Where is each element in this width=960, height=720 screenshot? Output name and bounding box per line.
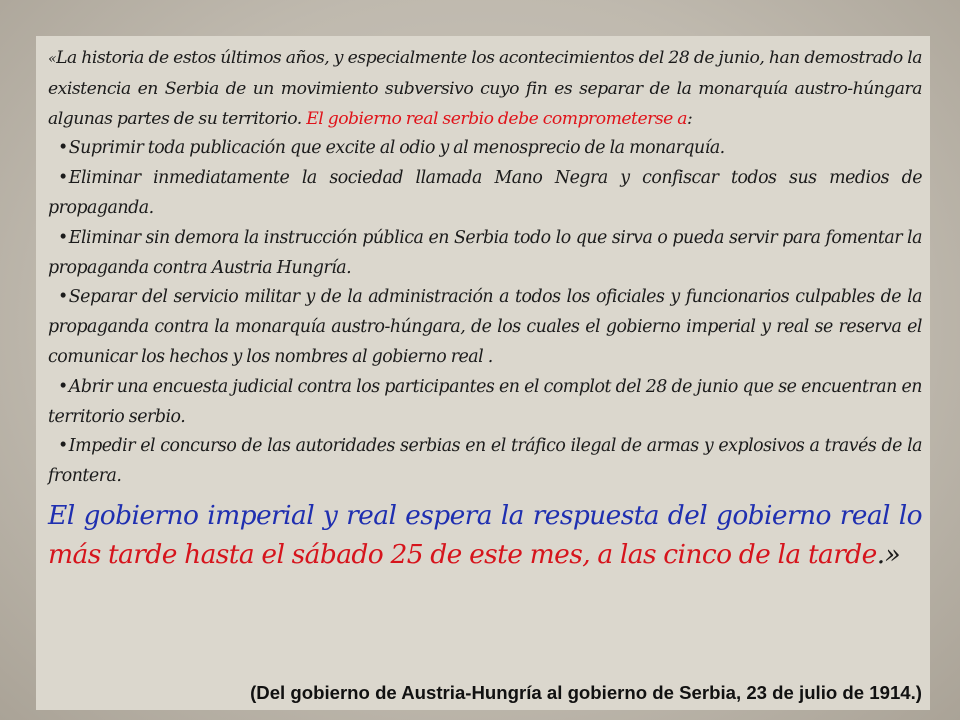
demand-item <box>48 134 922 164</box>
ultimatum-text <box>48 44 922 574</box>
bullet-icon: • <box>58 287 68 308</box>
demand-text: Impedir el concurso de las autoridades serbias en el tráfico ilegal de armas y explosivos a través de la frontera. <box>48 436 922 487</box>
bullet-icon: • <box>58 436 68 457</box>
demand-item <box>48 373 922 433</box>
demand-item <box>48 283 922 372</box>
intro-paragraph <box>48 44 922 134</box>
demand-text: Eliminar sin demora la instrucción pública en Serbia todo lo que sirva o pueda servir para fomentar la propaganda contra Austria Hungría. <box>48 227 922 278</box>
intro-red-text: El gobierno real serbio debe comprometerse a <box>306 108 688 129</box>
intro-colon: : <box>687 108 693 129</box>
bullet-icon: • <box>58 227 68 248</box>
bullet-icon: • <box>58 168 68 189</box>
demand-text: Abrir una encuesta judicial contra los participantes en el complot del 28 de junio que se encuentran en territorio serbio. <box>48 376 922 427</box>
demand-text: Separar del servicio militar y de la administración a todos los oficiales y funcionarios culpables de la propaganda contra la monarquía austro-húngara, de los cuales el gobierno imperial y real se reserva el comunicar los hechos y los nombres al gobierno real . <box>48 287 922 367</box>
bullet-icon: • <box>58 138 68 159</box>
demand-item <box>48 164 922 224</box>
source-citation: (Del gobierno de Austria-Hungría al gobierno de Serbia, 23 de julio de 1914.) <box>250 682 922 703</box>
demand-item <box>48 432 922 492</box>
closing-paragraph <box>48 496 922 574</box>
demand-text: Suprimir toda publicación que excite al odio y al menosprecio de la monarquía. <box>68 138 725 159</box>
demand-item <box>48 224 922 284</box>
demand-text: Eliminar inmediatamente la sociedad llamada Mano Negra y confiscar todos sus medios de propaganda. <box>48 168 922 218</box>
closing-end: .» <box>876 538 901 570</box>
closing-blue-text: El gobierno imperial y real espera la respuesta del gobierno real lo <box>48 499 922 531</box>
intro-text: La historia de estos últimos años, y especialmente los acontecimientos del 28 de junio, han demostrado la existencia en Serbia de un movimiento subversivo cuyo fin es separar de la monarquía austro-húngara algunas partes de su territorio. <box>48 48 922 129</box>
closing-red-text: más tarde hasta el sábado 25 de este mes, a las cinco de la tarde <box>48 538 877 570</box>
bullet-icon: • <box>58 376 68 397</box>
open-quote: « <box>48 51 57 67</box>
